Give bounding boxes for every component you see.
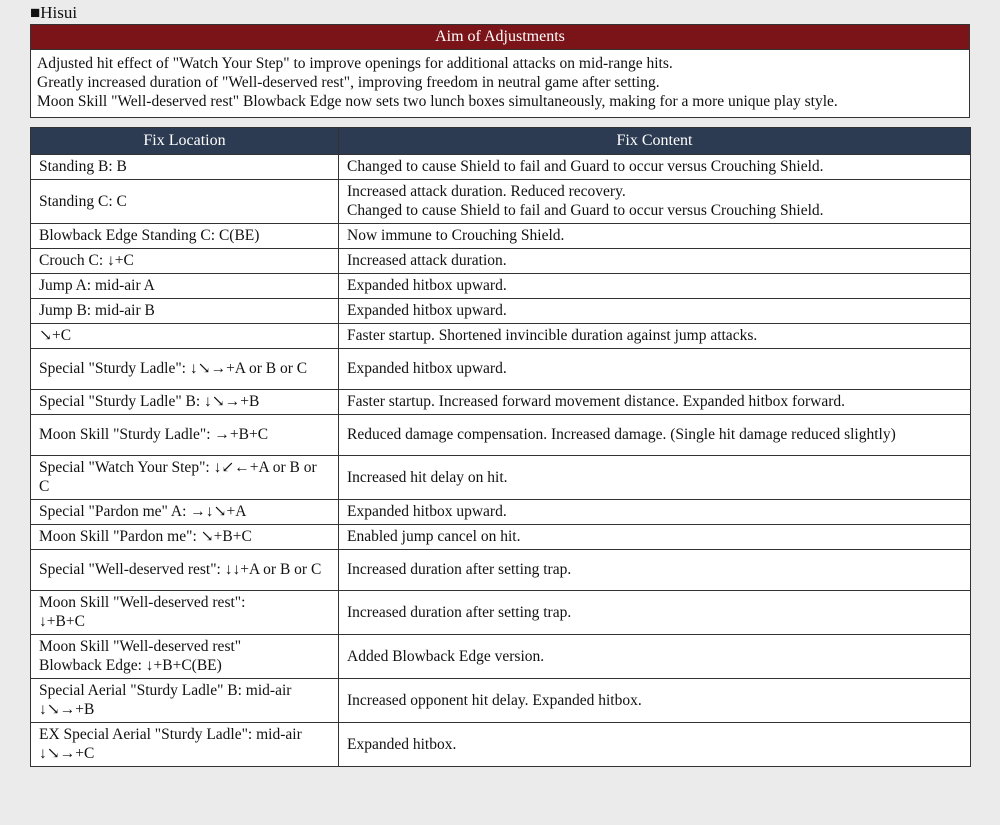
fix-content-cell: Increased attack duration. [339,249,971,274]
fix-content-cell: Increased duration after setting trap. [339,591,971,635]
fix-content-cell: Expanded hitbox upward. [339,349,971,390]
fix-location-cell: Special Aerial "Sturdy Ladle" B: mid-air ↓↘→+B [31,679,339,723]
aim-header: Aim of Adjustments [31,25,969,50]
fix-location-cell: Moon Skill "Pardon me": ↘+B+C [31,525,339,550]
fix-location-header: Fix Location [31,128,339,155]
fix-location-cell: Crouch C: ↓+C [31,249,339,274]
table-row [31,591,971,635]
fix-content-cell: Changed to cause Shield to fail and Guard to occur versus Crouching Shield. [339,155,971,180]
fix-location-cell: Special "Sturdy Ladle": ↓↘→+A or B or C [31,349,339,390]
fix-location-cell: Special "Sturdy Ladle" B: ↓↘→+B [31,390,339,415]
aim-of-adjustments-box [30,24,970,118]
fix-location-cell: Jump B: mid-air B [31,299,339,324]
aim-body [31,50,969,117]
fix-location-cell: EX Special Aerial "Sturdy Ladle": mid-air ↓↘→+C [31,723,339,767]
table-row [31,274,971,299]
fix-content-cell: Expanded hitbox upward. [339,299,971,324]
fix-location-cell: Special "Pardon me" A: →↓↘+A [31,500,339,525]
fix-location-cell: ↘+C [31,324,339,349]
table-row [31,500,971,525]
table-row [31,525,971,550]
table-row [31,390,971,415]
aim-line: Greatly increased duration of "Well-deserved rest", improving freedom in neutral game after setting. [37,74,660,91]
table-header-row [31,128,971,155]
table-row [31,249,971,274]
fix-content-cell: Reduced damage compensation. Increased damage. (Single hit damage reduced slightly) [339,415,971,456]
fix-location-cell: Standing C: C [31,180,339,224]
fix-location-cell: Moon Skill "Sturdy Ladle": →+B+C [31,415,339,456]
table-row [31,723,971,767]
table-row [31,415,971,456]
fix-location-cell: Special "Watch Your Step": ↓↙←+A or B or C [31,456,339,500]
fix-content-cell: Enabled jump cancel on hit. [339,525,971,550]
fix-location-cell: Moon Skill "Well-deserved rest" Blowback Edge: ↓+B+C(BE) [31,635,339,679]
fix-location-cell: Jump A: mid-air A [31,274,339,299]
fix-location-cell: Blowback Edge Standing C: C(BE) [31,224,339,249]
fix-location-cell: Standing B: B [31,155,339,180]
table-row [31,155,971,180]
table-row [31,550,971,591]
fix-content-cell: Increased hit delay on hit. [339,456,971,500]
aim-line: Moon Skill "Well-deserved rest" Blowback Edge now sets two lunch boxes simultaneously, making for a more unique play style. [37,93,838,110]
table-row [31,224,971,249]
table-row [31,180,971,224]
fix-content-cell: Expanded hitbox upward. [339,274,971,299]
fix-content-cell: Faster startup. Increased forward movement distance. Expanded hitbox forward. [339,390,971,415]
fix-content-cell: Added Blowback Edge version. [339,635,971,679]
table-row [31,324,971,349]
table-row [31,349,971,390]
fix-content-cell: Expanded hitbox upward. [339,500,971,525]
section-title: ■Hisui [30,3,78,22]
table-row [31,635,971,679]
fix-content-cell: Increased attack duration. Reduced recovery. Changed to cause Shield to fail and Guard to occur versus Crouching Shield. [339,180,971,224]
fix-content-cell: Expanded hitbox. [339,723,971,767]
table-row [31,299,971,324]
fix-content-cell: Increased opponent hit delay. Expanded hitbox. [339,679,971,723]
fix-content-cell: Faster startup. Shortened invincible duration against jump attacks. [339,324,971,349]
table-row [31,679,971,723]
fix-content-cell: Increased duration after setting trap. [339,550,971,591]
table-row [31,456,971,500]
aim-line: Adjusted hit effect of "Watch Your Step" to improve openings for additional attacks on mid-range hits. [37,55,673,72]
fix-table [30,127,971,767]
fix-content-cell: Now immune to Crouching Shield. [339,224,971,249]
fix-content-header: Fix Content [339,128,971,155]
fix-location-cell: Moon Skill "Well-deserved rest": ↓+B+C [31,591,339,635]
fix-location-cell: Special "Well-deserved rest": ↓↓+A or B or C [31,550,339,591]
